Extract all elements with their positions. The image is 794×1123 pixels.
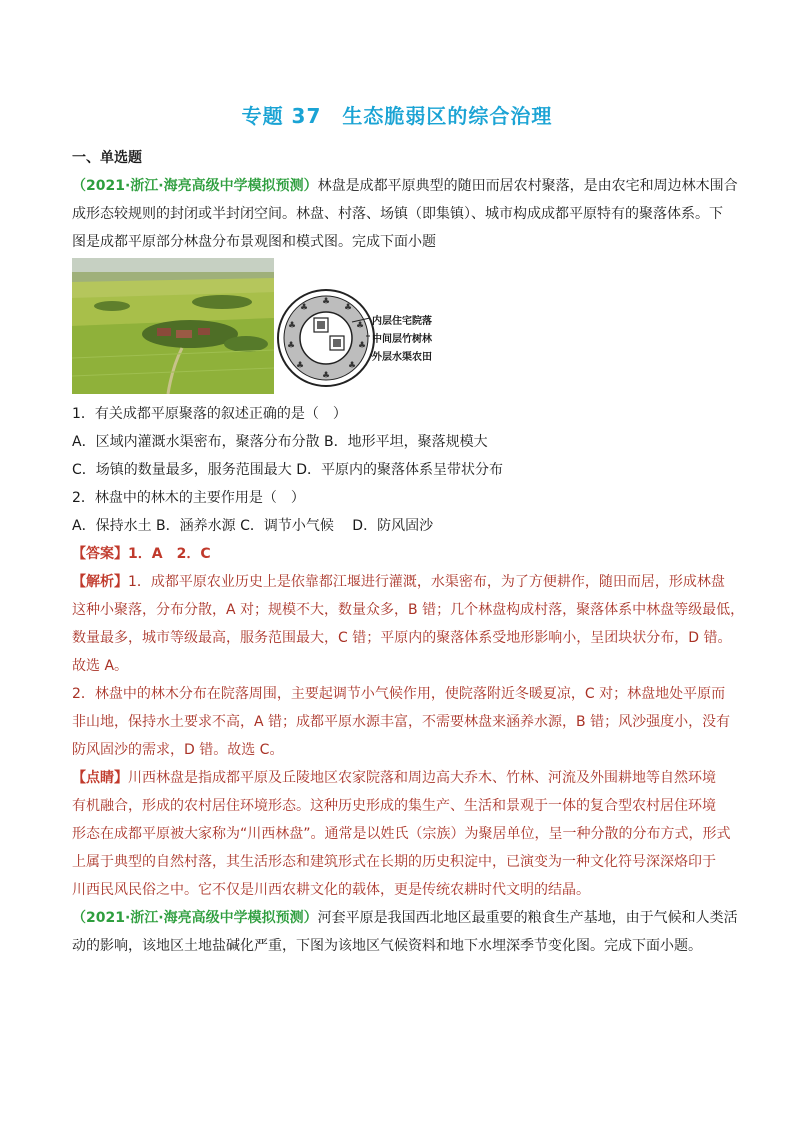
svg-text:♣: ♣ [286, 341, 296, 351]
svg-text:♣: ♣ [321, 371, 331, 381]
svg-text:♣: ♣ [299, 303, 309, 313]
page-title: 专题 37 生态脆弱区的综合治理 [241, 104, 553, 128]
linpan-model-diagram [274, 284, 464, 396]
analysis-line-6: 非山地，保持水土要求不高，A 错；成都平原水源丰富，不需要林盘来涵养水源，B 错；风沙强度小，没有 [72, 714, 731, 730]
comment-text-1: 川西林盘是指成都平原及丘陵地区农家院落和周边高大乔木、竹林、河流及外围耕地等自然环境 [128, 770, 716, 786]
analysis-tag: 【解析】 [72, 574, 128, 590]
analysis-line-4: 故选 A。 [72, 658, 129, 674]
analysis-line-7: 防风固沙的需求，D 错。故选 C。 [72, 742, 284, 758]
q3-intro-line-2: 动的影响，该地区土地盐碱化严重，下图为该地区气候资料和地下水埋深季节变化图。完成下面小题。 [72, 938, 702, 954]
q1-intro-line-2: 成形态较规则的封闭或半封闭空间。林盘、村落、场镇（即集镇）、城市构成成都平原特有的聚落体系。下 [72, 206, 723, 222]
q1-source: （2021·浙江·海亮高级中学模拟预测） [72, 178, 318, 194]
analysis-line-3: 数量最多，城市等级最高，服务范围最大，C 错；平原内的聚落体系受地形影响小，呈团块状分布，D 错。 [72, 630, 732, 646]
answer-text: 1．A 2．C [128, 546, 211, 562]
svg-text:♣: ♣ [287, 321, 297, 331]
analysis-line-5: 2．林盘中的林木分布在院落周围，主要起调节小气候作用，使院落附近冬暖夏凉，C 对；林盘地处平原而 [72, 686, 726, 702]
svg-text:♣: ♣ [355, 321, 365, 331]
comment-line-3: 形态在成都平原被大家称为“川西林盘”。通常是以姓氏（宗族）为聚居单位，呈一种分散的分布方式，形式 [72, 826, 731, 842]
section-heading: 一、单选题 [72, 150, 142, 166]
q3-intro-line-1 [72, 904, 738, 932]
comment-line-4: 上属于典型的自然村落，其生活形态和建筑形式在长期的历史积淀中，已演变为一种文化符号深深烙印于 [72, 854, 716, 870]
q3-source: （2021·浙江·海亮高级中学模拟预测） [72, 910, 318, 926]
q1-intro-line-3: 图是成都平原部分林盘分布景观图和模式图。完成下面小题 [72, 234, 436, 250]
model-diagram-drawing [274, 284, 464, 396]
q1-intro-text-1: 林盘是成都平原典型的随田而居农村聚落，是由农宅和周边林木围合 [317, 178, 738, 194]
answer-tag: 【答案】 [72, 546, 128, 562]
svg-text:♣: ♣ [321, 297, 331, 307]
q2-options: A．保持水土 B．涵养水源 C．调节小气候 D．防风固沙 [72, 518, 434, 534]
landscape-photo-drawing [72, 258, 274, 394]
diagram-label-outer: 外层水渠农田 [372, 352, 432, 363]
svg-text:♣: ♣ [295, 361, 305, 371]
comment-tag: 【点睛】 [72, 770, 128, 786]
analysis-text-1: 1．成都平原农业历史上是依靠都江堰进行灌溉，水渠密布，为了方便耕作，随田而居，形成林盘 [128, 574, 725, 590]
q1-options-ab: A．区域内灌溉水渠密布，聚落分布分散 B．地形平坦，聚落规模大 [72, 434, 488, 450]
comment-line-2: 有机融合，形成的农村居住环境形态。这种历史形成的集生产、生活和景观于一体的复合型农村居住环境 [72, 798, 716, 814]
q1-stem: 1．有关成都平原聚落的叙述正确的是（ ） [72, 406, 347, 422]
linpan-landscape-photo [72, 258, 274, 394]
answer-line [72, 540, 732, 568]
q2-stem: 2．林盘中的林木的主要作用是（ ） [72, 490, 305, 506]
q3-intro-text-1: 河套平原是我国西北地区最重要的粮食生产基地，由于气候和人类活 [317, 910, 738, 926]
q1-intro-line-1 [72, 172, 738, 200]
svg-text:♣: ♣ [347, 361, 357, 371]
svg-text:♣: ♣ [357, 341, 367, 351]
diagram-label-inner: 内层住宅院落 [372, 316, 432, 327]
analysis-line-2: 这种小聚落，分布分散，A 对；规模不大，数量众多，B 错；几个林盘构成村落，聚落体系中林盘等级最低， [72, 602, 745, 618]
analysis-line-1 [72, 568, 732, 596]
comment-line-5: 川西民风民俗之中。它不仅是川西农耕文化的载体，更是传统农耕时代文明的结晶。 [72, 882, 590, 898]
svg-text:♣: ♣ [343, 303, 353, 313]
diagram-label-middle: 中间层竹树林 [372, 334, 432, 345]
comment-line-1 [72, 764, 732, 792]
q1-options-cd: C．场镇的数量最多，服务范围最大 D．平原内的聚落体系呈带状分布 [72, 462, 504, 478]
